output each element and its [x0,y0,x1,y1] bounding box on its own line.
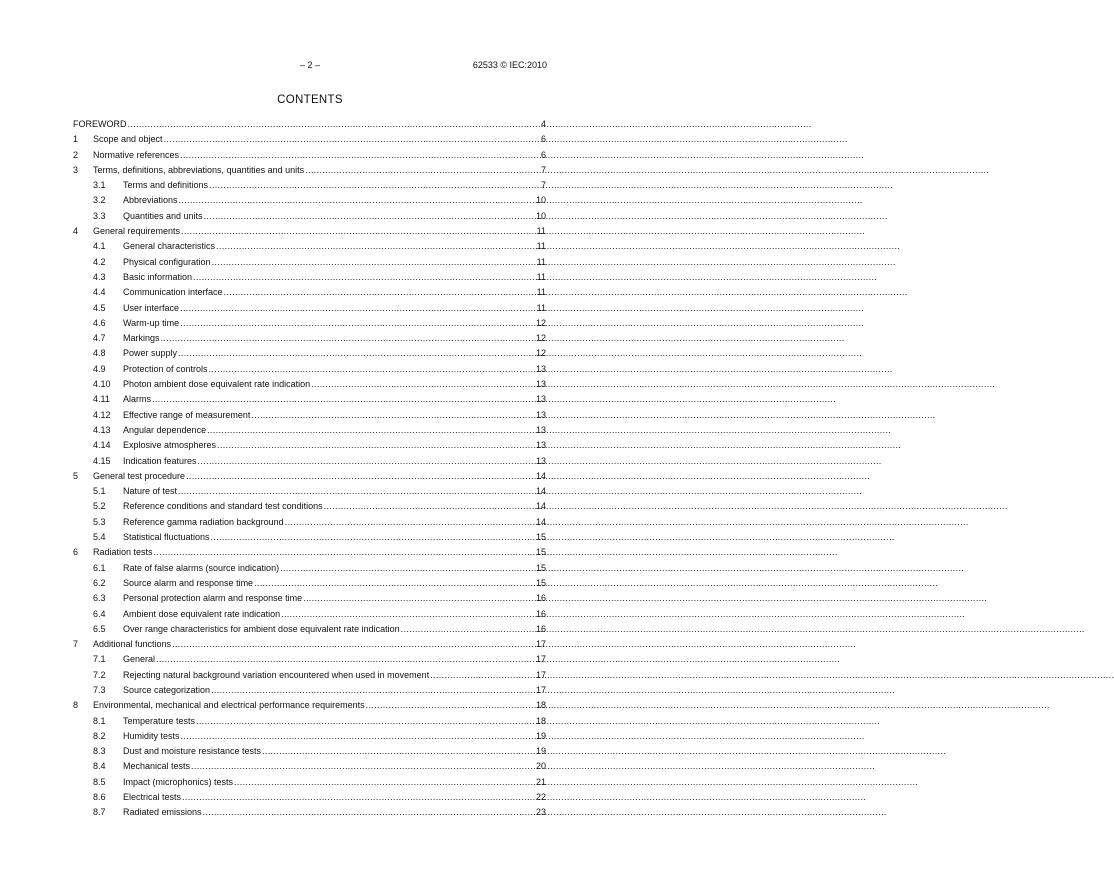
dot-leader [182,790,535,805]
toc-entry[interactable] [73,637,546,652]
toc-entry-number: 7.2 [93,669,106,680]
toc-entry-page: 13 [535,394,546,405]
dot-leader [172,637,535,652]
toc-entry-title: Source alarm and response time [123,577,254,588]
toc-entry-title: Humidity tests [123,730,180,741]
toc-entry-page: 20 [535,761,546,772]
toc-entry-title: Source categorization [123,684,211,695]
toc-entry-page: 14 [535,501,546,512]
toc-entry-title: Temperature tests [123,715,196,726]
toc-entry-number: 8.3 [93,746,106,757]
toc-entry[interactable] [73,285,546,300]
toc-entry[interactable] [73,744,546,759]
toc-entry-number: 4.1 [93,241,106,252]
toc-entry-page: 13 [535,363,546,374]
toc-entry-page: 13 [535,440,546,451]
toc-entry-page: 16 [535,623,546,634]
toc-entry[interactable] [73,515,546,530]
toc-entry-page: 14 [535,516,546,527]
toc-entry-title: Effective range of measurement [123,409,251,420]
toc-entry-page: 16 [535,593,546,604]
dot-leader [161,331,535,346]
contents-title: CONTENTS [277,94,343,106]
dot-leader [324,499,535,514]
toc-entry-page: 4 [540,119,546,129]
toc-entry-number: 6.4 [93,608,106,619]
dot-leader [203,805,535,820]
toc-entry-page: 13 [535,455,546,466]
toc-entry[interactable] [73,484,546,499]
dot-leader [311,377,535,392]
toc-entry-number: 7 [73,639,79,650]
toc-entry-title: Markings [123,333,160,344]
toc-entry-number: 8.2 [93,730,106,741]
toc-entry-page: 12 [535,348,546,359]
toc-entry-title: Terms, definitions, abbreviations, quantities and units [93,164,305,175]
toc-entry-title: Reference conditions and standard test conditions [123,501,323,512]
toc-entry-title: Communication interface [123,287,223,298]
toc-entry-number: 4.3 [93,271,106,282]
toc-entry-title: Explosive atmospheres [123,440,217,451]
toc-entry-title: Rate of false alarms (source indication) [123,562,280,573]
toc-entry-title: User interface [123,302,180,313]
toc-entry-title: Basic information [123,271,193,282]
toc-entry-title: Angular dependence [123,424,207,435]
toc-entry[interactable] [73,683,546,698]
toc-entry-title: Over range characteristics for ambient dose equivalent rate indication [123,623,400,634]
toc-entry-number: 8.5 [93,776,106,787]
page-header [0,60,620,74]
dot-leader [211,530,535,545]
toc-entry-title: Indication features [123,455,197,466]
toc-entry-number: 4.2 [93,256,106,267]
dot-leader [178,346,535,361]
toc-entry-number: 3.2 [93,195,106,206]
dot-leader [178,484,535,499]
dot-leader [191,759,535,774]
toc-entry-title: Terms and definitions [123,180,209,191]
dot-leader [285,515,535,530]
dot-leader [209,362,535,377]
dot-leader [180,301,536,316]
toc-entry-page: 11 [536,226,546,237]
toc-entry-title: Protection of controls [123,363,208,374]
toc-entry-page: 15 [535,577,546,588]
toc-entry[interactable] [73,652,546,667]
toc-entry-title: Radiation tests [93,547,153,558]
toc-entry[interactable] [73,805,546,820]
toc-entry[interactable] [73,576,546,591]
toc-entry-number: 4.7 [93,333,106,344]
toc-entry-title: Abbreviations [123,195,178,206]
toc-entry[interactable] [73,622,546,637]
toc-entry-title: Personal protection alarm and response time [123,593,303,604]
dot-leader [196,714,535,729]
dot-leader [216,239,536,254]
toc-entry-number: 8.6 [93,792,106,803]
dot-leader [180,148,540,163]
dot-leader [180,316,535,331]
toc-entry-number: 5.4 [93,532,106,543]
toc-entry-number: 6 [73,547,79,558]
toc-entry-number: 5 [73,470,79,481]
toc-entry-number: 4.5 [93,302,106,313]
toc-entry-page: 11 [536,287,546,298]
dot-leader [254,576,535,591]
toc-entry[interactable] [73,607,546,622]
toc-entry-page: 14 [535,470,546,481]
dot-leader [156,652,535,667]
toc-entry-page: 17 [535,669,546,680]
toc-entry-title: Mechanical tests [123,761,191,772]
toc-entry[interactable] [73,714,546,729]
toc-entry[interactable] [73,132,546,147]
toc-entry-title: Nature of test [123,486,178,497]
toc-entry[interactable] [73,239,546,254]
toc-entry-title: Dust and moisture resistance tests [123,746,262,757]
dot-leader [209,178,540,193]
dot-leader [198,454,535,469]
toc-entry-number: 4.8 [93,348,106,359]
toc-entry-number: 4.9 [93,363,106,374]
toc-entry-title: Scope and object [93,134,163,145]
toc-entry-page: 14 [535,486,546,497]
standard-reference: 62533 © IEC:2010 [472,60,547,70]
dot-leader [234,775,535,790]
toc-entry[interactable] [73,591,546,606]
toc-entry-number: 4.13 [93,424,111,435]
dot-leader [251,408,535,423]
toc-entry-number: 4.12 [93,409,111,420]
toc-entry-title: Quantities and units [123,210,203,221]
toc-entry-page: 7 [540,164,546,175]
toc-entry[interactable] [73,209,546,224]
toc-entry[interactable] [73,163,546,178]
toc-entry-title: Electrical tests [123,792,182,803]
toc-entry-page: 10 [535,195,546,206]
toc-entry-number: 1 [73,134,79,145]
toc-entry-page: 6 [540,134,546,145]
toc-entry-page: 15 [535,532,546,543]
toc-entry-number: 4.15 [93,455,111,466]
dot-leader [280,561,535,576]
toc-entry-title: Alarms [123,394,152,405]
toc-entry-page: 19 [535,746,546,757]
toc-entry-page: 16 [535,608,546,619]
toc-entry[interactable] [73,698,546,713]
toc-entry[interactable] [73,193,546,208]
dot-leader [193,270,536,285]
dot-leader [281,607,535,622]
toc-entry-page: 17 [535,639,546,650]
dot-leader [211,683,535,698]
toc-entry-page: 11 [536,271,546,282]
toc-entry-page: 21 [535,776,546,787]
toc-entry-title: Statistical fluctuations [123,532,210,543]
toc-entry[interactable] [73,545,546,560]
toc-entry-page: 18 [535,700,546,711]
dot-leader [152,392,535,407]
toc-entry[interactable] [73,469,546,484]
dot-leader [181,224,536,239]
toc-entry[interactable] [73,377,546,392]
page-number: – 2 – [299,60,321,70]
toc-entry-title: Power supply [123,348,178,359]
toc-entry[interactable] [73,331,546,346]
toc-entry-page: 13 [535,379,546,390]
toc-entry[interactable] [73,668,546,683]
toc-entry-title: General test procedure [93,470,186,481]
toc-entry-title: Physical configuration [123,256,211,267]
toc-entry-number: 7.1 [93,654,106,665]
dot-leader [366,698,535,713]
toc-entry-number: 3.1 [93,180,106,191]
toc-entry-number: 2 [73,149,79,160]
table-of-contents [73,117,546,821]
toc-entry-number: 3 [73,164,79,175]
toc-entry-number: 4 [73,226,79,237]
toc-entry-page: 19 [535,730,546,741]
toc-entry-number: 6.1 [93,562,106,573]
toc-entry-title: General [123,654,156,665]
dot-leader [164,132,540,147]
toc-entry[interactable] [73,316,546,331]
toc-entry-number: 4.14 [93,440,111,451]
toc-entry[interactable] [73,301,546,316]
toc-entry-title: Environmental, mechanical and electrical performance requirements [93,700,365,711]
toc-entry-number: 4.11 [93,394,110,405]
dot-leader [181,729,535,744]
toc-entry-title: Additional functions [93,639,172,650]
toc-entry-title: Ambient dose equivalent rate indication [123,608,281,619]
toc-entry-page: 7 [540,180,546,191]
toc-entry-number: 8.7 [93,807,106,818]
toc-entry[interactable] [73,408,546,423]
toc-entry[interactable] [73,178,546,193]
toc-entry-title: General requirements [93,226,181,237]
toc-entry-title: FOREWORD [73,119,127,129]
toc-entry[interactable] [73,255,546,270]
dot-leader [262,744,535,759]
toc-entry-title: Reference gamma radiation background [123,516,284,527]
dot-leader [401,622,535,637]
dot-leader [305,163,540,178]
toc-entry-page: 22 [535,792,546,803]
dot-leader [179,193,535,208]
toc-entry-page: 10 [535,210,546,221]
toc-entry-title: Photon ambient dose equivalent rate indication [123,379,311,390]
toc-entry[interactable] [73,499,546,514]
toc-entry-title: Radiated emissions [123,807,202,818]
toc-entry-page: 15 [535,562,546,573]
toc-entry-page: 6 [540,149,546,160]
toc-entry[interactable] [73,423,546,438]
toc-entry[interactable] [73,346,546,361]
toc-entry-page: 13 [535,424,546,435]
toc-entry[interactable] [73,117,546,132]
toc-entry-title: General characteristics [123,241,216,252]
dot-leader [204,209,535,224]
toc-entry-page: 17 [535,684,546,695]
toc-entry-title: Warm-up time [123,317,180,328]
dot-leader [217,438,535,453]
toc-entry[interactable] [73,561,546,576]
dot-leader [154,545,535,560]
toc-entry-number: 4.10 [93,379,111,390]
toc-entry-page: 11 [536,302,546,313]
toc-entry-page: 13 [535,409,546,420]
toc-entry-number: 4.4 [93,287,106,298]
toc-entry[interactable] [73,790,546,805]
toc-entry-page: 15 [535,547,546,558]
toc-entry-number: 5.1 [93,486,106,497]
toc-entry[interactable] [73,438,546,453]
toc-entry-number: 8.4 [93,761,106,772]
toc-entry-page: 18 [535,715,546,726]
toc-entry-page: 11 [536,256,546,267]
dot-leader [224,285,536,300]
toc-entry-number: 6.3 [93,593,106,604]
toc-entry[interactable] [73,775,546,790]
toc-entry-number: 8 [73,700,79,711]
toc-entry[interactable] [73,729,546,744]
toc-entry-number: 5.3 [93,516,106,527]
toc-entry-title: Rejecting natural background variation encountered when used in movement [123,669,430,680]
toc-entry-page: 11 [536,241,546,252]
toc-entry[interactable] [73,362,546,377]
toc-entry-number: 8.1 [93,715,106,726]
toc-entry-number: 6.5 [93,623,106,634]
toc-entry-number: 4.6 [93,317,106,328]
toc-entry-number: 3.3 [93,210,106,221]
toc-entry[interactable] [73,270,546,285]
toc-entry-number: 5.2 [93,501,106,512]
toc-entry-number: 6.2 [93,577,106,588]
dot-leader [212,255,536,270]
toc-entry[interactable] [73,224,546,239]
toc-entry-page: 17 [535,654,546,665]
toc-entry-title: Impact (microphonics) tests [123,776,234,787]
toc-entry-page: 12 [535,333,546,344]
toc-entry[interactable] [73,148,546,163]
dot-leader [207,423,535,438]
toc-entry[interactable] [73,759,546,774]
toc-entry-number: 7.3 [93,684,106,695]
toc-entry[interactable] [73,530,546,545]
toc-entry-page: 12 [535,317,546,328]
dot-leader [128,117,540,132]
toc-entry[interactable] [73,454,546,469]
toc-entry-page: 23 [535,807,546,818]
dot-leader [303,591,535,606]
toc-entry-title: Normative references [93,149,180,160]
toc-entry[interactable] [73,392,546,407]
dot-leader [430,668,535,683]
dot-leader [186,469,535,484]
